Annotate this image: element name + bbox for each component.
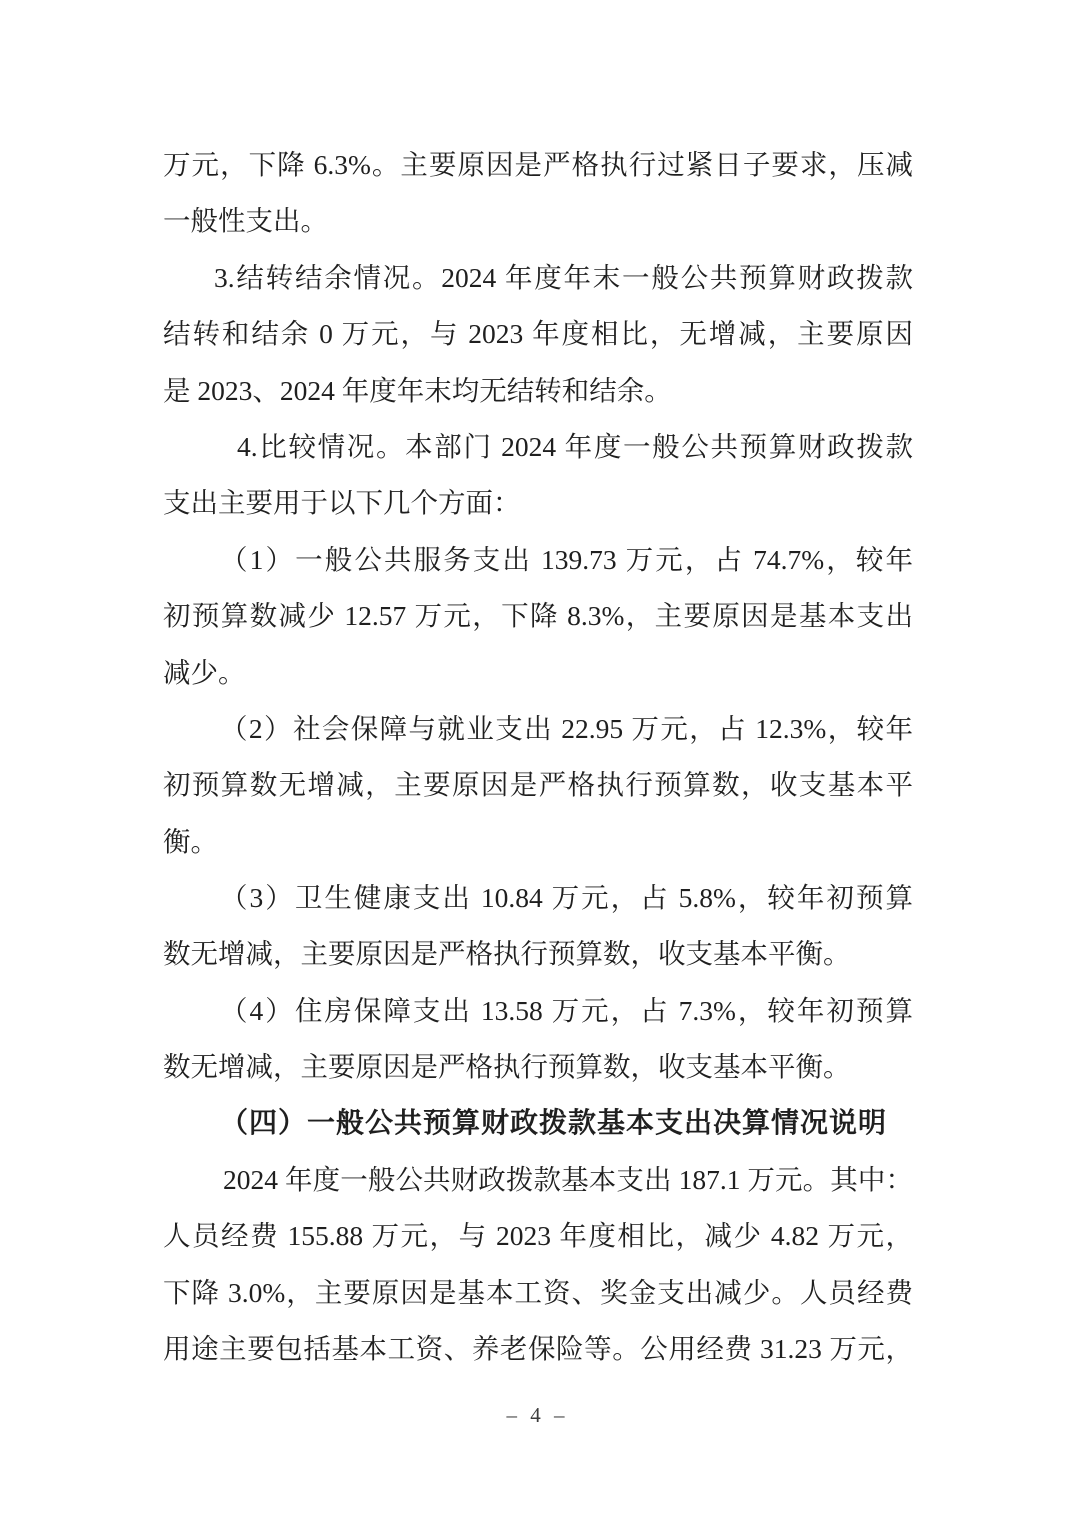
para-item-4-housing: [163, 983, 913, 1096]
para-4-comparison: [163, 419, 913, 532]
text-line: （四）一般公共预算财政拨款基本支出决算情况说明: [220, 1107, 888, 1139]
text-line: 减少。: [163, 656, 246, 688]
text-line: 万元，下降 6.3%。主要原因是严格执行过紧日子要求，压减: [163, 149, 913, 180]
text-line: 数无增减，主要原因是严格执行预算数，收支基本平衡。: [163, 938, 851, 970]
para-item-3-health: [163, 870, 913, 983]
text-line: 人员经费 155.88 万元，与 2023 年度相比，减少 4.82 万元，: [163, 1220, 913, 1252]
text-line: （3）卫生健康支出 10.84 万元，占 5.8%，较年初预算: [220, 882, 913, 914]
text-line: 2024 年度一般公共财政拨款基本支出 187.1 万元。其中：: [223, 1164, 913, 1196]
text-line: （4）住房保障支出 13.58 万元，占 7.3%，较年初预算: [220, 994, 913, 1026]
para-continuation-spending-decline: [163, 137, 913, 250]
page-number: – 4 –: [506, 1403, 569, 1427]
text-line: 3.结转结余情况。2024 年度年末一般公共预算财政拨款: [214, 261, 913, 293]
text-line: 4.比较情况。本部门 2024 年度一般公共预算财政拨款: [237, 430, 913, 462]
text-line: 衡。: [163, 825, 218, 857]
para-item-1-general-public-services: [163, 532, 913, 701]
document-body: [163, 137, 913, 1378]
para-item-2-social-security-employment: [163, 701, 913, 870]
text-line: （2）社会保障与就业支出 22.95 万元，占 12.3%，较年: [220, 712, 913, 744]
text-line: 数无增减，主要原因是严格执行预算数，收支基本平衡。: [163, 1051, 851, 1083]
text-line: （1）一般公共服务支出 139.73 万元，占 74.7%，较年: [220, 543, 913, 575]
text-line: 是 2023、2024 年度年末均无结转和结余。: [163, 374, 672, 406]
text-line: 结转和结余 0 万元，与 2023 年度相比，无增减，主要原因: [163, 318, 913, 350]
text-line: 支出主要用于以下几个方面：: [163, 487, 521, 519]
text-line: 一般性支出。: [163, 205, 328, 237]
text-line: 初预算数无增减，主要原因是严格执行预算数，收支基本平: [163, 769, 913, 801]
text-line: 用途主要包括基本工资、养老保险等。公用经费 31.23 万元，: [163, 1333, 913, 1365]
para-basic-expenditure-detail: [163, 1152, 913, 1378]
text-line: 下降 3.0%，主要原因是基本工资、奖金支出减少。人员经费: [163, 1276, 913, 1308]
para-3-carryover-balance: [163, 250, 913, 419]
heading-section-4-basic-expenditure: [163, 1096, 913, 1152]
text-line: 初预算数减少 12.57 万元，下降 8.3%，主要原因是基本支出: [163, 600, 913, 632]
